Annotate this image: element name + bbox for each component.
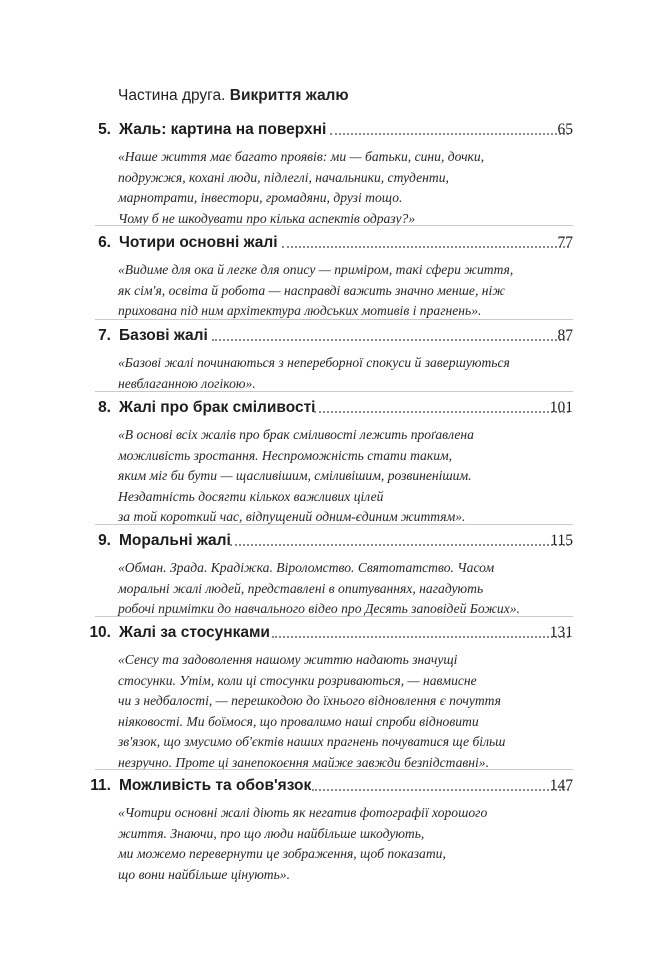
- page-number: 77: [557, 234, 573, 251]
- dot-leader: [312, 789, 569, 791]
- epigraph-line: «Чотири основні жалі діють як негатив фотографії хорошого: [118, 805, 488, 820]
- epigraph-line: життя. Знаючи, про що люди найбільше шкодують,: [118, 825, 425, 841]
- divider: [95, 769, 573, 770]
- part-title: Викриття жалю: [229, 87, 349, 104]
- chapter-number: 6.: [98, 234, 111, 251]
- dot-leader: [272, 636, 569, 638]
- epigraph-line: як сім'я, освіта й робота — насправді важить значно менше, ніж: [118, 282, 505, 298]
- chapter-epigraph: [118, 650, 538, 773]
- chapter-number: 9.: [98, 532, 111, 549]
- epigraph-line: «В основі всіх жалів про брак сміливості лежить проґавлена: [118, 427, 474, 442]
- epigraph-line: стосунки. Утім, коли ці стосунки розриваються, — навмисне: [118, 672, 477, 688]
- epigraph-line: моральні жалі людей, представлені в опитуваннях, нагадують: [118, 580, 484, 596]
- entry-heading[interactable]: [0, 532, 664, 554]
- epigraph-line: можливість зростання. Неспроможність стати таким,: [118, 447, 453, 463]
- chapter-title[interactable]: Чотири основні жалі: [119, 234, 278, 251]
- entry-heading[interactable]: [0, 777, 664, 799]
- dot-leader: [330, 133, 569, 135]
- chapter-epigraph: [118, 558, 538, 620]
- epigraph-line: невблаганною логікою».: [118, 375, 256, 391]
- part-label: Частина друга.: [118, 87, 226, 104]
- epigraph-line: Чому б не шкодувати про кілька аспектів одразу?»: [118, 210, 416, 226]
- divider: [95, 616, 573, 617]
- chapter-epigraph: [118, 147, 538, 229]
- divider: [95, 391, 573, 392]
- chapter-title[interactable]: Базові жалі: [119, 327, 208, 344]
- chapter-number: 8.: [98, 399, 111, 416]
- chapter-number: 5.: [98, 121, 111, 138]
- epigraph-line: незручно. Проте ці занепокоєння майже завжди безпідставні».: [118, 754, 490, 770]
- epigraph-line: марнотрати, інвестори, громадяни, друзі тощо.: [118, 190, 403, 205]
- chapter-title[interactable]: Жалі за стосунками: [119, 624, 270, 641]
- epigraph-line: Нездатність досягти кількох важливих цілей: [118, 488, 384, 504]
- chapter-epigraph: [118, 260, 538, 322]
- epigraph-line: ми можемо перевернути це зображення, щоб показати,: [118, 846, 446, 861]
- page-number: 101: [549, 399, 573, 416]
- chapter-title[interactable]: Моральні жалі: [119, 532, 231, 549]
- entry-heading[interactable]: [0, 624, 664, 646]
- chapter-number: 10.: [89, 624, 111, 641]
- chapter-title[interactable]: Жалі про брак сміливості: [119, 399, 316, 416]
- epigraph-line: яким міг би бути — щасливішим, сміливішим, розвиненішим.: [118, 468, 472, 483]
- epigraph-line: за той короткий час, відпущений одним-єдиним життям».: [118, 509, 466, 524]
- dot-leader: [314, 411, 569, 413]
- chapter-number: 7.: [98, 327, 111, 344]
- entry-heading[interactable]: [0, 121, 664, 143]
- chapter-epigraph: [118, 803, 538, 885]
- epigraph-line: «Базові жалі починаються з непереборної спокуси й завершуються: [118, 355, 510, 370]
- dot-leader: [212, 339, 569, 341]
- epigraph-line: «Сенсу та задоволення нашому життю надають значущі: [118, 652, 458, 667]
- entry-heading[interactable]: [0, 399, 664, 421]
- epigraph-line: зв'язок, що змусимо об'єктів наших прагнень почуватися ще більш: [118, 734, 506, 749]
- epigraph-line: «Видиме для ока й легке для опису — приміром, такі сфери життя,: [118, 262, 514, 277]
- page-number: 115: [550, 532, 573, 549]
- chapter-title[interactable]: Жаль: картина на поверхні: [119, 121, 327, 138]
- epigraph-line: ніяковості. Ми боїмося, що провалимо наші спроби відновити: [118, 713, 479, 729]
- epigraph-line: «Наше життя має багато проявів: ми — батьки, сини, дочки,: [118, 149, 485, 164]
- divider: [95, 319, 573, 320]
- divider: [95, 524, 573, 525]
- dot-leader: [230, 544, 569, 546]
- entry-heading[interactable]: [0, 327, 664, 349]
- epigraph-line: робочі примітки до навчального відео про Десять заповідей Божих».: [118, 601, 520, 616]
- epigraph-line: що вони найбільше цінують».: [118, 866, 290, 882]
- page-number: 147: [549, 777, 573, 794]
- chapter-title[interactable]: Можливість та обов'язок: [119, 777, 312, 794]
- page-number: 87: [557, 327, 573, 344]
- entry-heading[interactable]: [0, 234, 664, 256]
- dot-leader: [282, 246, 569, 248]
- divider: [95, 225, 573, 226]
- epigraph-line: чи з недбалості, — перешкодою до їхнього відновлення є почуття: [118, 693, 501, 708]
- epigraph-line: прихована під ним архітектура людських мотивів і прагнень».: [118, 303, 482, 318]
- page-number: 131: [549, 624, 573, 641]
- chapter-epigraph: [118, 425, 538, 528]
- epigraph-line: «Обман. Зрада. Крадіжка. Віроломство. Святотатство. Часом: [118, 560, 495, 575]
- chapter-epigraph: [118, 353, 538, 394]
- chapter-number: 11.: [90, 777, 111, 794]
- page-number: 65: [557, 121, 573, 138]
- epigraph-line: подружжя, кохані люди, підлеглі, начальники, студенти,: [118, 169, 449, 185]
